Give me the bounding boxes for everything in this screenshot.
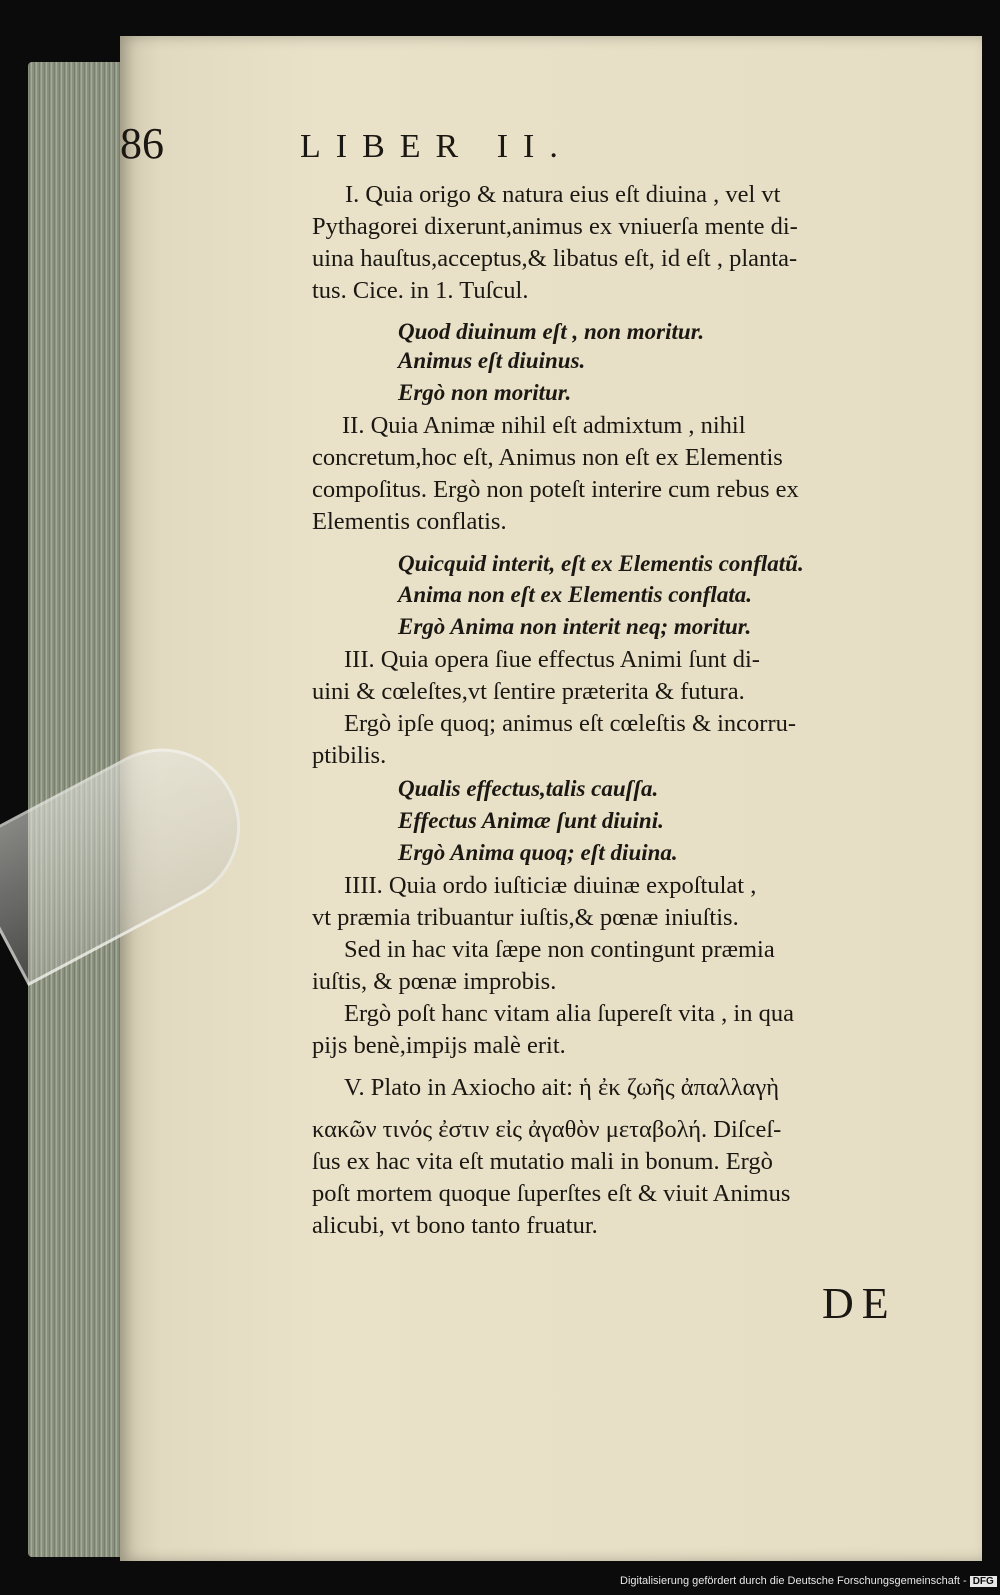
syllogism-line: Qualis effectus,talis cauſſa. <box>398 776 659 801</box>
text-line: κακῶν τινός ἐστιν εἰς ἀγαθὸν μεταβολή. Diſceſ- <box>312 1116 782 1143</box>
text-line: uina hauſtus,acceptus,& libatus eſt, id eſt , planta- <box>312 245 798 272</box>
text-line: Elementis conflatis. <box>312 508 507 535</box>
text-line: tus. Cice. in 1. Tuſcul. <box>312 277 529 304</box>
text-line: II. Quia Animæ nihil eſt admixtum , nihil <box>342 412 746 439</box>
text-line: Pythagorei dixerunt,animus ex vniuerſa mente di- <box>312 213 798 240</box>
syllogism-line: Animus eſt diuinus. <box>398 348 586 373</box>
text-line: Ergò poſt hanc vitam alia ſupereſt vita , in qua <box>344 1000 794 1027</box>
running-title: LIBER II. <box>300 128 573 165</box>
syllogism-line: Effectus Animæ ſunt diuini. <box>398 808 664 833</box>
footer-credit <box>620 1575 997 1587</box>
text-line: ptibilis. <box>312 742 387 769</box>
footer-text: Digitalisierung gefördert durch die Deutsche Forschungsgemeinschaft - <box>620 1575 967 1587</box>
syllogism-line: Ergò Anima non interit neq; moritur. <box>398 614 752 639</box>
text-line: compoſitus. Ergò non poteſt interire cum rebus ex <box>312 476 799 503</box>
text-line: Ergò ipſe quoq; animus eſt cœleſtis & incorru- <box>344 710 797 737</box>
text-line: I. Quia origo & natura eius eſt diuina , vel vt <box>345 181 781 208</box>
text-line: IIII. Quia ordo iuſticiæ diuinæ expoſtulat , <box>344 872 757 899</box>
syllogism-line: Ergò non moritur. <box>398 380 572 405</box>
catchword: DE <box>822 1279 897 1328</box>
text-line: V. Plato in Axiocho ait: ἡ ἐκ ζωῆς ἀπαλλαγὴ <box>344 1074 780 1101</box>
syllogism-line: Anima non eſt ex Elementis conflata. <box>398 582 752 607</box>
text-line: vt præmia tribuantur iuſtis,& pœnæ iniuſtis. <box>312 904 739 931</box>
page-number: 86 <box>120 119 164 168</box>
syllogism-line: Quicquid interit, eſt ex Elementis conflatũ. <box>398 551 804 576</box>
text-line: pijs benè,impijs malè erit. <box>312 1032 566 1059</box>
text-line: uini & cœleſtes,vt ſentire præterita & futura. <box>312 678 745 705</box>
dfg-logo: DFG <box>970 1576 997 1587</box>
text-line: alicubi, vt bono tanto fruatur. <box>312 1212 598 1239</box>
text-line: III. Quia opera ſiue effectus Animi ſunt di- <box>344 646 760 673</box>
text-line: iuſtis, & pœnæ improbis. <box>312 968 557 995</box>
text-line: Sed in hac vita ſæpe non contingunt præmia <box>344 936 775 963</box>
text-line: ſus ex hac vita eſt mutatio mali in bonum. Ergò <box>312 1148 773 1175</box>
text-line: poſt mortem quoque ſuperſtes eſt & viuit Animus <box>312 1180 791 1207</box>
syllogism-line: Quod diuinum eſt , non moritur. <box>398 319 705 344</box>
syllogism-line: Ergò Anima quoq; eſt diuina. <box>398 840 678 865</box>
text-line: concretum,hoc eſt, Animus non eſt ex Elementis <box>312 444 783 471</box>
